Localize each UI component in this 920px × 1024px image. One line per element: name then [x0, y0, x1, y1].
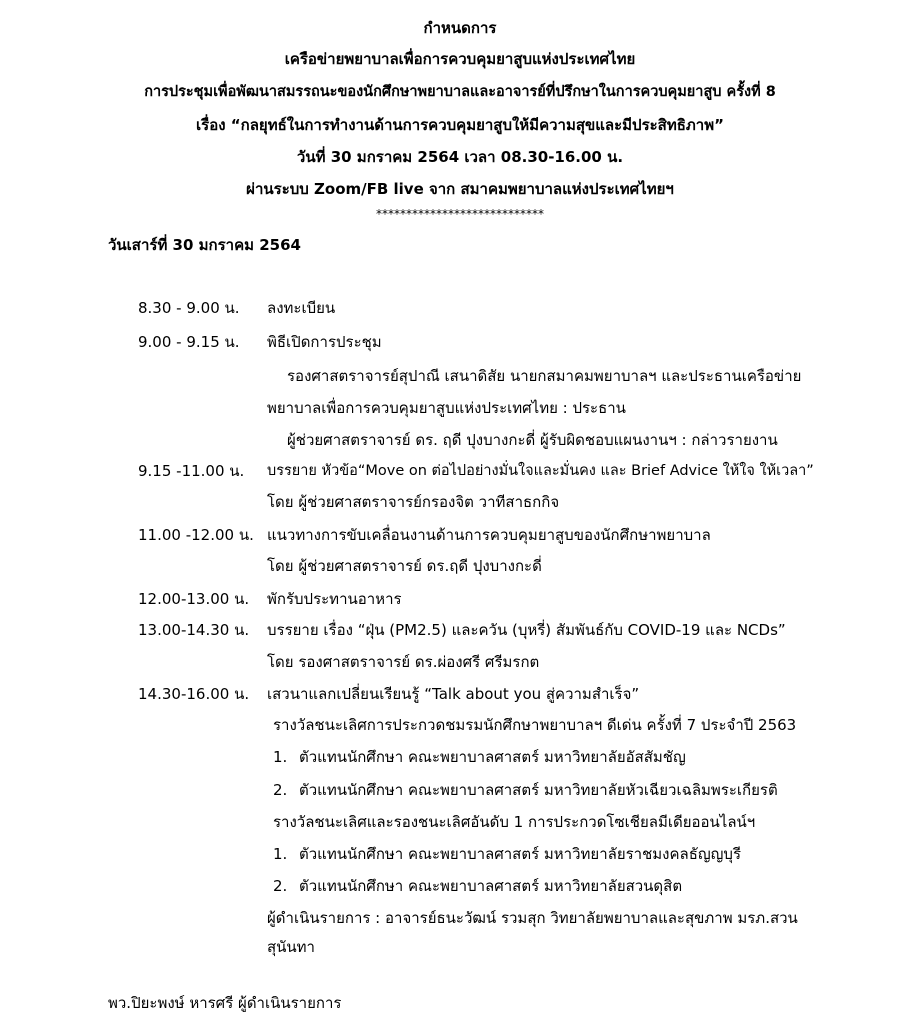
schedule-activity: พักรับประทานอาหาร: [267, 590, 402, 608]
schedule-activity: แนวทางการขับเคลื่อนงานด้านการควบคุมยาสูบของนักศึกษาพยาบาล: [267, 526, 711, 544]
award-heading: รางวัลชนะเลิศและรองชนะเลิศอันดับ 1 การประกวดโซเชียลมีเดียออนไลน์ฯ: [273, 813, 756, 831]
meeting-platform: ผ่านระบบ Zoom/FB live จาก สมาคมพยาบาลแห่งประเทศไทยฯ: [246, 180, 674, 198]
schedule-activity: บรรยาย หัวข้อ“Move on ต่อไปอย่างมั่นใจและมั่นคง และ Brief Advice ให้ใจ ให้เวลา”: [267, 463, 814, 479]
moderator-line: ผู้ดำเนินรายการ : อาจารย์ธนะวัฒน์ รวมสุก วิทยาลัยพยาบาลและสุขภาพ มรภ.สวน: [267, 909, 798, 927]
schedule-activity: เสวนาแลกเปลี่ยนเรียนรู้ “Talk about you สู่ความสำเร็จ”: [267, 685, 640, 703]
schedule-time: 11.00 -12.00 น.: [138, 526, 254, 544]
award-heading: รางวัลชนะเลิศการประกวดชมรมนักศึกษาพยาบาลฯ ดีเด่น ครั้งที่ 7 ประจำปี 2563: [273, 716, 797, 734]
schedule-detail: พยาบาลเพื่อการควบคุมยาสูบแห่งประเทศไทย : ประธาน: [267, 399, 626, 417]
footer-moderator: พว.ปิยะพงษ์ หารศรี ผู้ดำเนินรายการ: [108, 994, 342, 1012]
list-item: ตัวแทนนักศึกษา คณะพยาบาลศาสตร์ มหาวิทยาลัยอัสสัมชัญ: [299, 748, 686, 766]
doc-title: กำหนดการ: [423, 19, 497, 37]
moderator-line: สุนันทา: [267, 938, 315, 956]
schedule-detail: รองศาสตราจารย์สุปาณี เสนาดิสัย นายกสมาคมพยาบาลฯ และประธานเครือข่าย: [287, 367, 802, 385]
list-number: 2.: [273, 781, 288, 799]
list-item: ตัวแทนนักศึกษา คณะพยาบาลศาสตร์ มหาวิทยาลัยหัวเฉียวเฉลิมพระเกียรติ: [299, 781, 778, 799]
meeting-date: วันที่ 30 มกราคม 2564 เวลา 08.30-16.00 น.: [296, 148, 624, 166]
schedule-detail: ผู้ช่วยศาสตราจารย์ ดร. ฤดี ปุงบางกะดี่ ผู้รับผิดชอบแผนงานฯ : กล่าวรายงาน: [287, 431, 778, 449]
schedule-activity: บรรยาย เรื่อง “ฝุ่น (PM2.5) และควัน (บุหรี่) สัมพันธ์กับ COVID-19 และ NCDs”: [267, 621, 786, 639]
schedule-time: 14.30-16.00 น.: [138, 685, 250, 703]
schedule-detail: โดย ผู้ช่วยศาสตราจารย์กรองจิต วาทีสาธกกิจ: [267, 493, 560, 511]
list-number: 1.: [273, 748, 288, 766]
day-heading: วันเสาร์ที่ 30 มกราคม 2564: [108, 236, 301, 254]
meeting-title: การประชุมเพื่อพัฒนาสมรรถนะของนักศึกษาพยาบาลและอาจารย์ที่ปรึกษาในการควบคุมยาสูบ ครั้งที่ 8: [144, 84, 776, 100]
list-item: ตัวแทนนักศึกษา คณะพยาบาลศาสตร์ มหาวิทยาลัยราชมงคลธัญญบุรี: [299, 845, 741, 863]
schedule-time: 9.15 -11.00 น.: [138, 462, 245, 480]
schedule-time: 8.30 - 9.00 น.: [138, 299, 240, 317]
separator-stars: ****************************: [376, 207, 544, 221]
list-number: 2.: [273, 877, 288, 895]
schedule-activity: พิธีเปิดการประชุม: [267, 333, 382, 351]
list-number: 1.: [273, 845, 288, 863]
schedule-time: 13.00-14.30 น.: [138, 621, 250, 639]
schedule-detail: โดย รองศาสตราจารย์ ดร.ผ่องศรี ศรีมรกต: [267, 653, 540, 671]
network-name: เครือข่ายพยาบาลเพื่อการควบคุมยาสูบแห่งประเทศไทย: [284, 50, 636, 68]
schedule-time: 12.00-13.00 น.: [138, 590, 250, 608]
schedule-activity: ลงทะเบียน: [267, 299, 336, 317]
schedule-detail: โดย ผู้ช่วยศาสตราจารย์ ดร.ฤดี ปุงบางกะดี่: [267, 557, 542, 575]
meeting-topic: เรื่อง “กลยุทธ์ในการทำงานด้านการควบคุมยาสูบให้มีความสุขและมีประสิทธิภาพ”: [196, 116, 724, 134]
schedule-time: 9.00 - 9.15 น.: [138, 333, 240, 351]
list-item: ตัวแทนนักศึกษา คณะพยาบาลศาสตร์ มหาวิทยาลัยสวนดุสิต: [299, 877, 683, 895]
